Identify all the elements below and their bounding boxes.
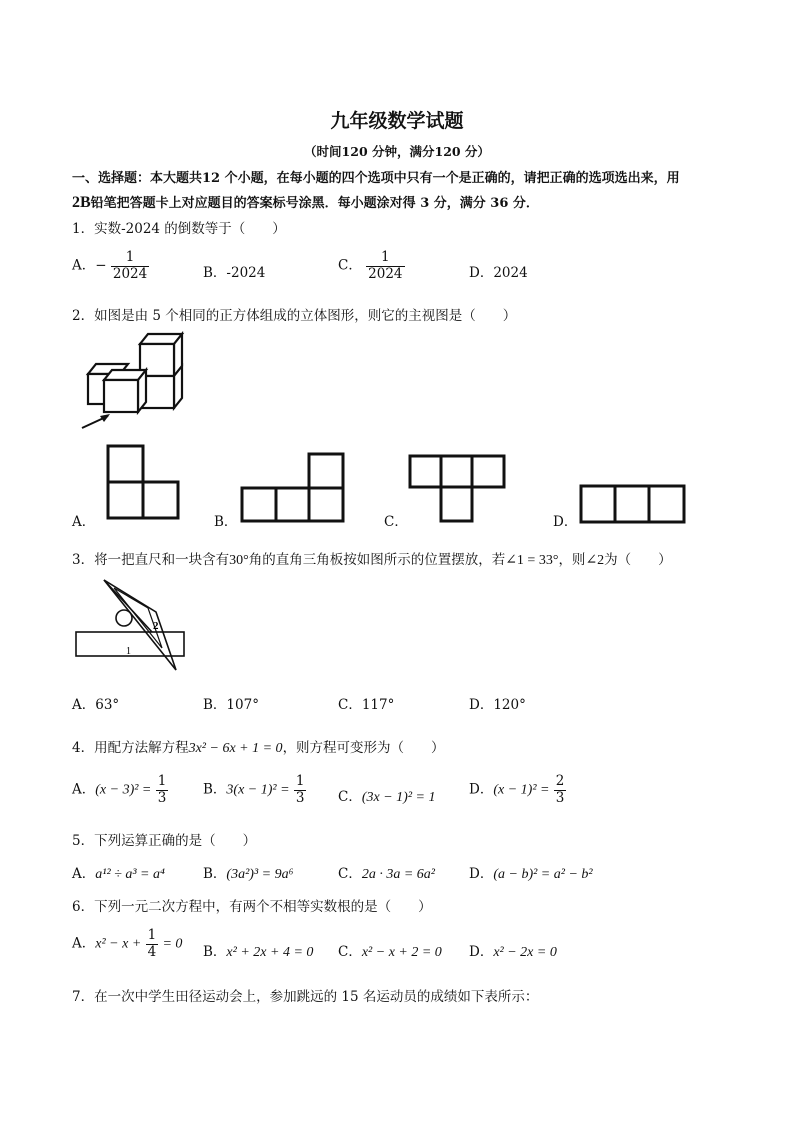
option-label: C． xyxy=(338,257,362,274)
fraction xyxy=(146,928,159,960)
question-6-option-c[interactable] xyxy=(338,940,442,961)
question-3-option-d[interactable]: D．120° xyxy=(469,697,526,713)
option-label: D． xyxy=(469,781,494,798)
angle-value: 30° xyxy=(229,553,249,568)
option-label: B． xyxy=(203,781,227,798)
question-1-stem: 1．实数-2024 的倒数等于（ ） xyxy=(72,221,286,237)
section-instructions-line2 xyxy=(72,192,539,212)
stem-text: 4．用配方法解方程 xyxy=(72,740,189,756)
option-label: A． xyxy=(72,935,96,952)
question-5-stem: 5．下列运算正确的是（ ） xyxy=(72,833,257,849)
question-6-option-a[interactable] xyxy=(72,928,182,960)
exam-info: （时间120 分钟，满分120 分） xyxy=(304,144,490,159)
fraction-numerator: 1 xyxy=(295,773,305,789)
expression: x² − x + 2 = 0 xyxy=(361,945,442,960)
option-label: C． xyxy=(338,944,362,960)
expression: (3a²)³ = 9a⁶ xyxy=(226,867,294,882)
stem-text: 为（ ） xyxy=(604,552,672,568)
question-6-stem: 6．下列一元二次方程中，有两个不相等实数根的是（ ） xyxy=(72,899,432,915)
question-2-option-d[interactable]: D． xyxy=(553,514,578,530)
angle-1-value: ∠1 = 33° xyxy=(505,553,559,568)
option-label: D． xyxy=(469,944,494,960)
fraction xyxy=(366,250,404,282)
arrow-head-icon xyxy=(100,414,110,422)
angle-2-label: 2 xyxy=(153,620,159,632)
question-5-option-c[interactable] xyxy=(338,862,435,883)
expression: (x − 3)² = xyxy=(95,782,152,798)
question-4-option-a[interactable] xyxy=(72,774,168,806)
expression: 3(x − 1)² = xyxy=(226,782,290,798)
stem-text: ，则 xyxy=(558,552,586,568)
fraction-denominator: 4 xyxy=(147,943,157,960)
option-label: A． xyxy=(72,257,96,274)
fraction-numerator: 2 xyxy=(555,773,565,789)
expression: x² − x + xyxy=(95,936,142,952)
fraction xyxy=(156,774,169,806)
question-2-option-c[interactable]: C． xyxy=(384,514,408,530)
view-figure-b xyxy=(240,452,345,523)
fraction xyxy=(294,774,307,806)
view-figure-d xyxy=(579,484,686,524)
expression: 2a · 3a = 6a² xyxy=(361,867,435,882)
question-7-stem: 7．在一次中学生田径运动会上，参加跳远的 15 名运动员的成绩如下表所示： xyxy=(72,989,539,1005)
question-2-stem: 2．如图是由 5 个相同的正方体组成的立体图形，则它的主视图是（ ） xyxy=(72,308,517,324)
question-6-option-b[interactable] xyxy=(203,940,313,961)
question-4-option-c[interactable] xyxy=(338,785,435,806)
view-figure-c xyxy=(408,454,506,523)
equation: 3x² − 6x + 1 = 0 xyxy=(188,741,283,756)
question-1-option-d[interactable]: D．2024 xyxy=(469,265,528,281)
question-2-option-a[interactable]: A． xyxy=(72,514,96,530)
stem-text: 角的直角三角板按如图所示的位置摆放，若 xyxy=(248,552,506,568)
page-title: 九年级数学试题 xyxy=(330,110,464,132)
question-4-option-b[interactable] xyxy=(203,774,306,806)
question-2-option-b[interactable]: B． xyxy=(214,514,238,530)
triangle-hole xyxy=(116,610,132,626)
fraction-numerator: 1 xyxy=(147,927,157,943)
expression: x² + 2x + 4 = 0 xyxy=(226,945,314,960)
expression: (x − 1)² = xyxy=(493,782,550,798)
section-instructions-line1: 一、选择题：本大题共12 个小题，在每小题的四个选项中只有一个是正确的，请把正确的选项选出来，用 xyxy=(72,171,680,186)
fraction-denominator: 2024 xyxy=(112,265,148,282)
question-4-stem xyxy=(72,736,445,757)
ruler-triangle-figure xyxy=(74,578,190,674)
question-3-option-c[interactable]: C．117° xyxy=(338,697,395,713)
fraction-denominator: 3 xyxy=(157,789,167,806)
question-5-option-b[interactable] xyxy=(203,862,293,883)
pencil-grade: 2B xyxy=(72,194,91,211)
question-1-option-a[interactable] xyxy=(72,250,149,282)
stem-text: 3．将一把直尺和一块含有 xyxy=(72,552,230,568)
stem-text: ，则方程可变形为（ ） xyxy=(282,740,445,756)
view-figure-a xyxy=(106,444,180,520)
fraction xyxy=(111,250,149,282)
option-label: D． xyxy=(469,866,494,882)
expression: a¹² ÷ a³ = a⁴ xyxy=(95,867,165,882)
fraction-denominator: 3 xyxy=(555,789,565,806)
option-label: A． xyxy=(72,781,96,798)
option-label: C． xyxy=(338,789,362,805)
angle-1-label: 1 xyxy=(126,646,131,657)
minus-sign: − xyxy=(95,257,107,274)
angle-2-symbol: ∠2 xyxy=(585,553,605,568)
expression: = 0 xyxy=(162,936,183,952)
option-label: B． xyxy=(203,944,227,960)
question-6-option-d[interactable] xyxy=(469,940,557,961)
question-3-option-b[interactable]: B．107° xyxy=(203,697,259,713)
cube-solid-figure xyxy=(76,330,188,430)
fraction-denominator: 3 xyxy=(295,789,305,806)
expression: x² − 2x = 0 xyxy=(493,945,557,960)
option-label: C． xyxy=(338,866,362,882)
fraction-numerator: 1 xyxy=(157,773,167,789)
question-5-option-a[interactable] xyxy=(72,862,165,883)
fraction xyxy=(554,774,567,806)
option-label: B． xyxy=(203,866,227,882)
fraction-numerator: 1 xyxy=(366,250,404,267)
option-label: A． xyxy=(72,866,96,882)
section-instructions-text: 铅笔把答题卡上对应题目的答案标号涂黑．每小题涂对得 3 分，满分 36 分． xyxy=(90,196,539,211)
expression: (3x − 1)² = 1 xyxy=(361,790,436,805)
expression: (a − b)² = a² − b² xyxy=(493,867,593,882)
fraction-numerator: 1 xyxy=(111,250,149,267)
question-3-stem xyxy=(72,548,672,569)
fraction-denominator: 2024 xyxy=(368,265,403,282)
question-1-option-b[interactable]: B．-2024 xyxy=(203,265,266,281)
question-5-option-d[interactable] xyxy=(469,862,593,883)
question-1-option-c[interactable] xyxy=(338,250,405,282)
question-4-option-d[interactable] xyxy=(469,774,566,806)
question-3-option-a[interactable]: A．63° xyxy=(72,697,120,713)
